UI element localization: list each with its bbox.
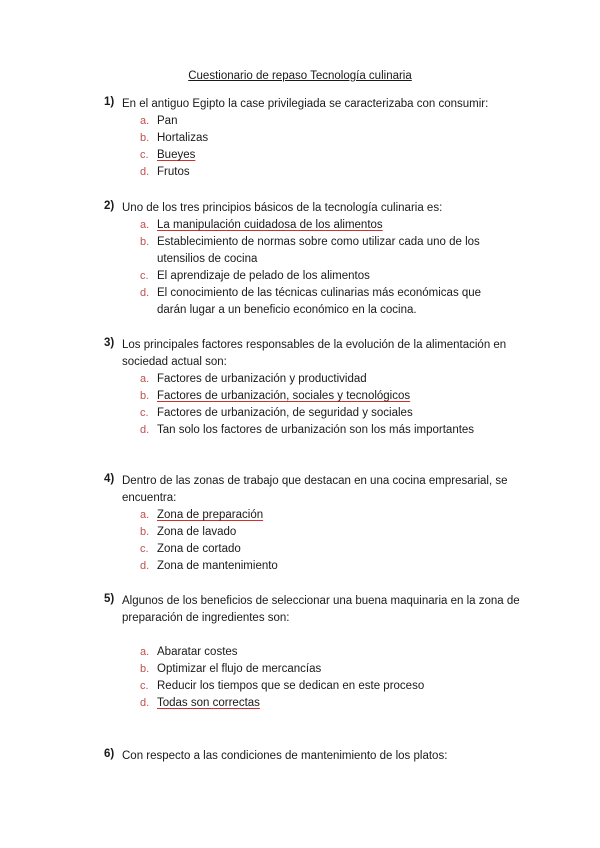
option-text: Zona de cortado: [157, 543, 241, 555]
option-letter: c.: [140, 407, 149, 419]
question-number: 1): [104, 96, 115, 108]
option-text: El aprendizaje de pelado de los alimentos: [157, 270, 370, 282]
option-text-answer: Zona de preparación: [157, 509, 264, 521]
option-text: Zona de lavado: [157, 526, 237, 538]
option-letter: d.: [140, 560, 150, 572]
option-text: Frutos: [157, 166, 190, 178]
option-letter: a.: [140, 646, 150, 658]
option-text-answer: La manipulación cuidadosa de los alimentos: [157, 219, 383, 231]
option-text: Optimizar el flujo de mercancías: [157, 663, 322, 675]
option-letter: c.: [140, 543, 149, 555]
option-letter: d.: [140, 424, 150, 436]
question-number: 5): [104, 593, 115, 605]
option-text-answer: Bueyes: [157, 149, 196, 161]
option-letter: d.: [140, 697, 150, 709]
option-letter: b.: [140, 236, 150, 248]
option-letter: b.: [140, 526, 150, 538]
option-text: Reducir los tiempos que se dedican en este proceso: [157, 680, 425, 692]
question-number: 2): [104, 200, 115, 212]
question-text: Los principales factores responsables de la evolución de la alimentación en sociedad actual son:: [122, 339, 507, 368]
option-text-answer: Factores de urbanización, sociales y tecnológicos: [157, 390, 411, 402]
option-text: Abaratar costes: [157, 646, 238, 658]
option-letter: c.: [140, 149, 149, 161]
option-letter: d.: [140, 287, 150, 299]
option-letter: b.: [140, 132, 150, 144]
option-text: Factores de urbanización, de seguridad y sociales: [157, 407, 413, 419]
option-text: Establecimiento de normas sobre como utilizar cada uno de los utensilios de cocina: [157, 236, 480, 265]
question-text: Dentro de las zonas de trabajo que destacan en una cocina empresarial, se encuentra:: [122, 475, 508, 504]
option-text: Tan solo los factores de urbanización son los más importantes: [157, 424, 475, 436]
option-text: Hortalizas: [157, 132, 209, 144]
question-number: 4): [104, 473, 115, 485]
option-letter: c.: [140, 270, 149, 282]
option-text: Factores de urbanización y productividad: [157, 373, 367, 385]
page-title: Cuestionario de repaso Tecnología culinaria: [188, 70, 412, 82]
option-text: Pan: [157, 115, 178, 127]
question-text: Uno de los tres principios básicos de la tecnología culinaria es:: [122, 202, 443, 214]
option-letter: c.: [140, 680, 149, 692]
option-letter: b.: [140, 390, 150, 402]
question-text: Algunos de los beneficios de seleccionar una buena maquinaria en la zona de preparación de ingredientes son:: [122, 595, 520, 624]
question-text: Con respecto a las condiciones de mantenimiento de los platos:: [122, 750, 448, 762]
question-text: En el antiguo Egipto la case privilegiada se caracterizaba con consumir:: [122, 98, 489, 110]
question-number: 6): [104, 748, 115, 760]
option-text: El conocimiento de las técnicas culinarias más económicas que darán lugar a un beneficio económico en la cocina.: [157, 287, 482, 316]
option-text: Zona de mantenimiento: [157, 560, 278, 572]
option-letter: b.: [140, 663, 150, 675]
option-letter: a.: [140, 115, 150, 127]
question-number: 3): [104, 337, 115, 349]
option-letter: a.: [140, 373, 150, 385]
option-letter: a.: [140, 219, 150, 231]
option-letter: d.: [140, 166, 150, 178]
option-text-answer: Todas son correctas: [157, 697, 260, 709]
option-letter: a.: [140, 509, 150, 521]
